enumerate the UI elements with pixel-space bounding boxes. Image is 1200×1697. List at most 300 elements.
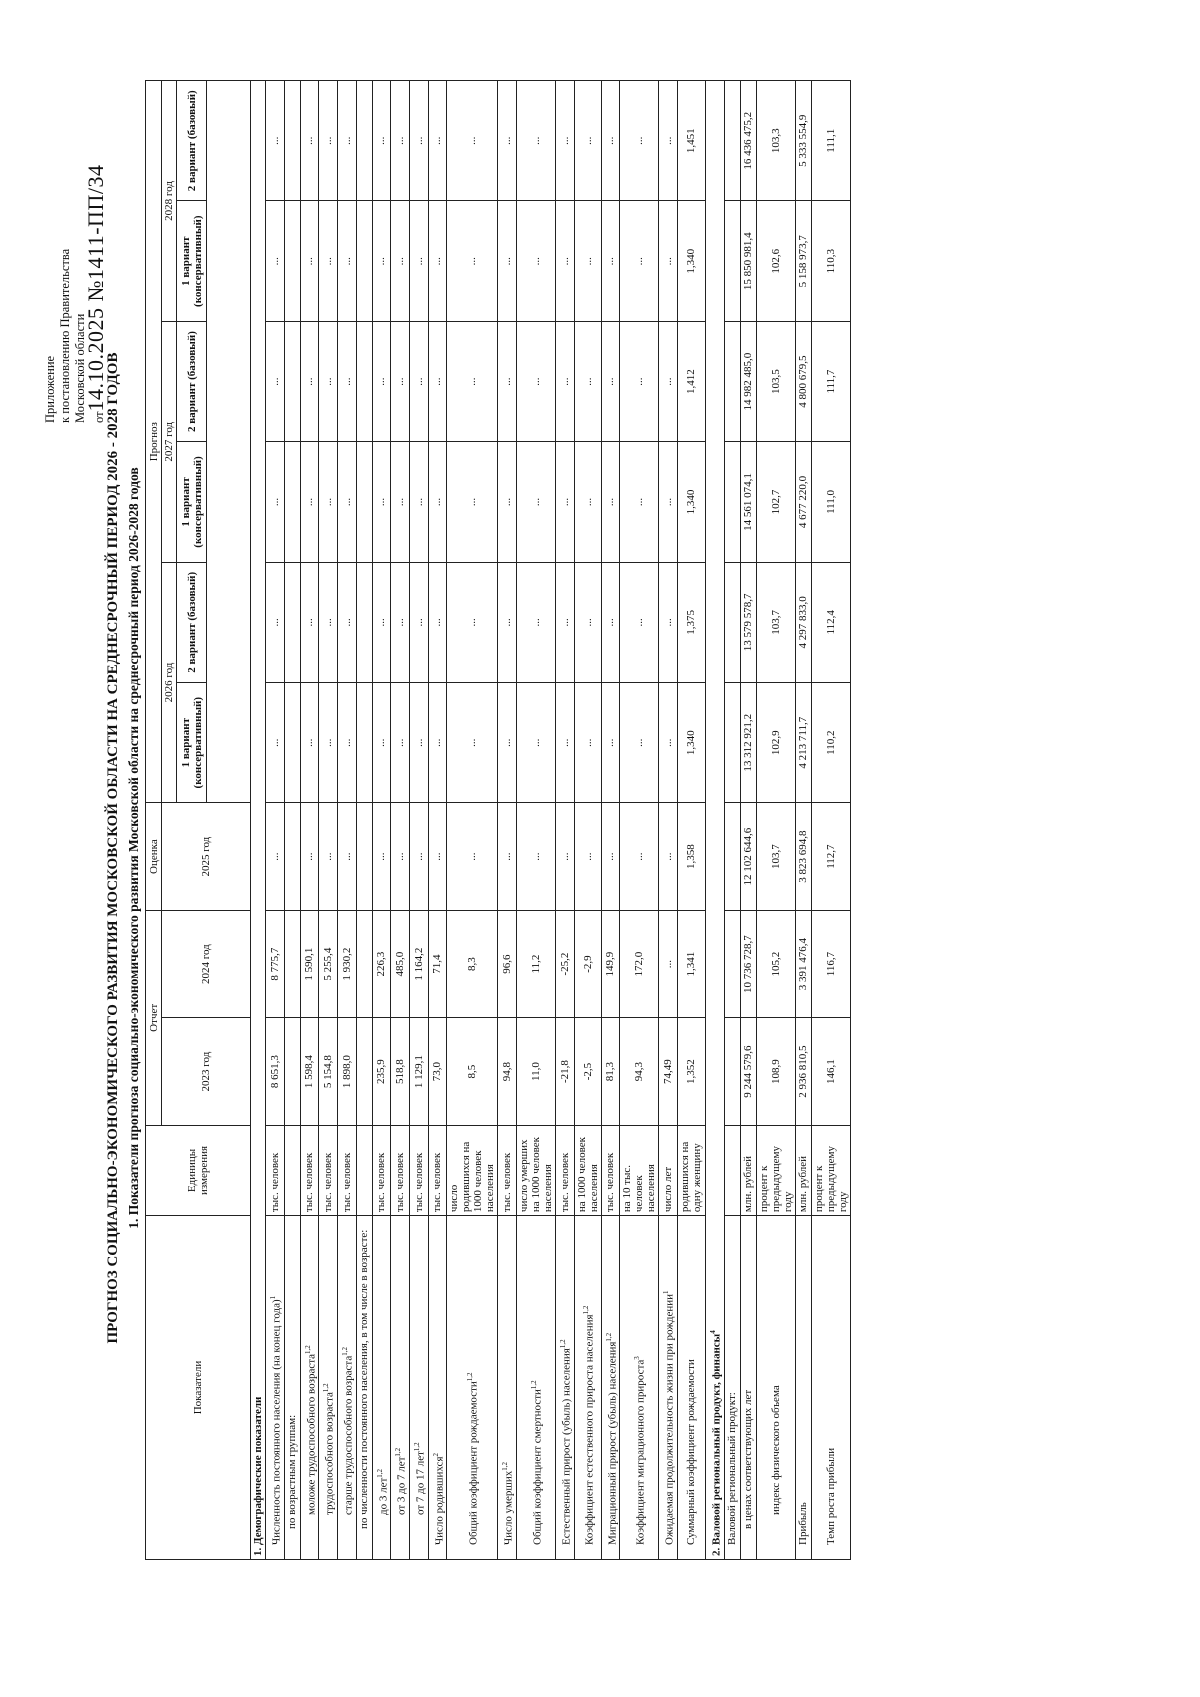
annex-date-number: 14.10.2025 №1411-ПП/34 <box>83 164 108 412</box>
value-cell: 103,7 <box>756 562 795 682</box>
section-row <box>705 81 724 1560</box>
value-cell: ... <box>372 683 391 803</box>
value-cell: 1,451 <box>677 81 705 202</box>
value-cell: ... <box>319 201 338 321</box>
value-cell: 1,340 <box>677 201 705 321</box>
value-cell: ... <box>555 321 574 441</box>
footnote-mark: 1,2 <box>501 1462 510 1471</box>
indicator-label <box>337 1216 356 1560</box>
value-cell: ... <box>601 803 620 910</box>
header-year-2028: 2028 год <box>162 81 177 322</box>
header-estimate: Оценка <box>146 803 162 910</box>
value-cell: ... <box>555 803 574 910</box>
value-cell: ... <box>372 321 391 441</box>
value-cell: ... <box>372 803 391 910</box>
table-row <box>498 81 517 1560</box>
table-row <box>300 81 319 1560</box>
table-row <box>428 81 447 1560</box>
value-cell: ... <box>498 442 517 562</box>
indicator-label <box>574 1216 601 1560</box>
value-cell: ... <box>300 803 319 910</box>
table-row <box>337 81 356 1560</box>
value-cell: -2,9 <box>574 910 601 1017</box>
value-cell: ... <box>428 562 447 682</box>
table-row <box>811 81 850 1560</box>
value-cell: -2,5 <box>574 1018 601 1125</box>
unit-cell <box>724 1125 740 1215</box>
value-cell: ... <box>574 321 601 441</box>
table-row <box>391 81 410 1560</box>
table-row <box>266 81 285 1560</box>
indicator-label-text: моложе трудоспособного возраста <box>305 1353 318 1515</box>
value-cell: 226,3 <box>372 910 391 1017</box>
value-cell: ... <box>337 683 356 803</box>
value-cell: ... <box>319 321 338 441</box>
section-label-text: 2. Валовой региональный продукт, финансы <box>710 1333 723 1556</box>
value-cell: 94,8 <box>498 1018 517 1125</box>
value-cell: 5 333 554,9 <box>795 81 811 202</box>
value-cell: 4 677 220,0 <box>795 442 811 562</box>
table-row <box>555 81 574 1560</box>
value-cell <box>284 442 300 562</box>
section-label <box>251 81 266 1560</box>
unit-cell: тыс. человек <box>601 1125 620 1215</box>
value-cell: 111,1 <box>811 81 850 202</box>
indicator-label <box>319 1216 338 1560</box>
table-row <box>620 81 659 1560</box>
footnote-mark: 1 <box>662 1290 671 1294</box>
indicator-label-text: от 3 до 7 лет <box>395 1456 408 1515</box>
section-label <box>705 81 724 1560</box>
document-subtitle: 1. Показатели прогноза социально-экономического развития Московской области на среднесрочный период 2026-2028 годов <box>126 467 141 1229</box>
table-row <box>601 81 620 1560</box>
table-row <box>447 81 498 1560</box>
value-cell <box>724 321 740 441</box>
indicator-label-text: Прибыль <box>797 1502 810 1545</box>
indicator-label <box>756 1216 795 1560</box>
indicator-label <box>724 1216 740 1560</box>
value-cell: -21,8 <box>555 1018 574 1125</box>
value-cell: 14 982 485,0 <box>740 321 756 441</box>
header-year-2023: 2023 год <box>162 1018 251 1125</box>
value-cell: 8,3 <box>447 910 498 1017</box>
indicator-label <box>284 1216 300 1560</box>
unit-cell: число умерших на 1000 человек населения <box>516 1125 555 1215</box>
indicator-label <box>266 1216 285 1560</box>
header-year-2025: 2025 год <box>162 803 251 910</box>
value-cell: ... <box>659 803 678 910</box>
indicator-label <box>428 1216 447 1560</box>
value-cell: 74,49 <box>659 1018 678 1125</box>
value-cell: ... <box>409 683 428 803</box>
indicator-label <box>795 1216 811 1560</box>
value-cell: ... <box>498 803 517 910</box>
value-cell: 103,3 <box>756 81 795 202</box>
value-cell: ... <box>574 81 601 202</box>
indicator-label-text: трудоспособного возраста <box>323 1392 336 1515</box>
value-cell: ... <box>659 201 678 321</box>
value-cell: ... <box>659 442 678 562</box>
value-cell: 4 297 833,0 <box>795 562 811 682</box>
value-cell: ... <box>337 562 356 682</box>
value-cell: ... <box>516 442 555 562</box>
unit-cell: тыс. человек <box>428 1125 447 1215</box>
value-cell: ... <box>555 81 574 202</box>
indicator-label <box>601 1216 620 1560</box>
value-cell <box>356 201 372 321</box>
value-cell: ... <box>574 442 601 562</box>
value-cell: ... <box>516 321 555 441</box>
value-cell: ... <box>300 562 319 682</box>
footnote-mark: 1,2 <box>558 1339 567 1349</box>
table-row <box>319 81 338 1560</box>
indicator-label-text: Миграционный прирост (убыль) населения <box>606 1341 619 1545</box>
value-cell: 96,6 <box>498 910 517 1017</box>
footnote-mark: 3 <box>633 1356 642 1360</box>
value-cell: 102,7 <box>756 442 795 562</box>
value-cell: 11,2 <box>516 910 555 1017</box>
indicator-label <box>555 1216 574 1560</box>
header-units: Единицы измерения <box>146 1125 251 1215</box>
value-cell: ... <box>447 201 498 321</box>
value-cell: 111,0 <box>811 442 850 562</box>
value-cell: 2 936 810,5 <box>795 1018 811 1125</box>
value-cell: ... <box>659 321 678 441</box>
value-cell <box>724 910 740 1017</box>
value-cell <box>724 683 740 803</box>
value-cell: ... <box>266 803 285 910</box>
indicator-label-text: Общий коэффициент смертности <box>531 1389 544 1545</box>
table-row <box>574 81 601 1560</box>
unit-cell: процент к предыдущему году <box>811 1125 850 1215</box>
value-cell: ... <box>428 442 447 562</box>
header-2027-var2: 2 вариант (базовый) <box>177 321 207 441</box>
value-cell: 1 164,2 <box>409 910 428 1017</box>
value-cell: ... <box>601 201 620 321</box>
value-cell: ... <box>555 562 574 682</box>
value-cell: 15 850 981,4 <box>740 201 756 321</box>
value-cell <box>284 81 300 202</box>
value-cell: ... <box>391 321 410 441</box>
indicator-label-text: Коэффициент миграционного прироста <box>635 1359 648 1545</box>
value-cell: ... <box>300 321 319 441</box>
value-cell: 73,0 <box>428 1018 447 1125</box>
table-row <box>724 81 740 1560</box>
indicator-label <box>516 1216 555 1560</box>
indicator-label <box>659 1216 678 1560</box>
value-cell: 1,341 <box>677 910 705 1017</box>
header-forecast: Прогноз <box>146 81 162 803</box>
table-row <box>356 81 372 1560</box>
value-cell: ... <box>498 683 517 803</box>
value-cell: 1 898,0 <box>337 1018 356 1125</box>
indicator-label <box>300 1216 319 1560</box>
value-cell <box>356 81 372 202</box>
footnote-mark: 1,2 <box>340 1347 349 1356</box>
value-cell: 110,2 <box>811 683 850 803</box>
value-cell: 103,7 <box>756 803 795 910</box>
value-cell: ... <box>555 201 574 321</box>
indicator-label <box>447 1216 498 1560</box>
value-cell: 12 102 644,6 <box>740 803 756 910</box>
table-body <box>251 81 851 1560</box>
value-cell: ... <box>447 803 498 910</box>
indicator-label <box>620 1216 659 1560</box>
footnote-mark: 1,2 <box>394 1447 403 1457</box>
header-year-2027: 2027 год <box>162 321 177 562</box>
value-cell: ... <box>620 683 659 803</box>
unit-cell: тыс. человек <box>391 1125 410 1215</box>
unit-cell: тыс. человек <box>409 1125 428 1215</box>
value-cell: ... <box>266 442 285 562</box>
value-cell <box>284 1018 300 1125</box>
value-cell: ... <box>620 442 659 562</box>
value-cell: 13 312 921,2 <box>740 683 756 803</box>
value-cell: ... <box>409 321 428 441</box>
header-report: Отчет <box>146 910 162 1125</box>
indicator-label <box>409 1216 428 1560</box>
value-cell: ... <box>447 81 498 202</box>
value-cell: ... <box>391 562 410 682</box>
indicator-label-text: Коэффициент естественного прироста населения <box>583 1314 596 1545</box>
value-cell: ... <box>300 81 319 202</box>
annex-line-1: Приложение <box>43 355 57 423</box>
value-cell: 1,340 <box>677 683 705 803</box>
value-cell: 1,412 <box>677 321 705 441</box>
indicator-label-text: от 7 до 17 лет <box>414 1451 427 1515</box>
footnote-mark: 1,2 <box>322 1383 331 1393</box>
unit-cell: тыс. человек <box>372 1125 391 1215</box>
unit-cell: на 10 тыс. человек населения <box>620 1125 659 1215</box>
footnote-mark: 1,2 <box>604 1332 613 1342</box>
value-cell: 81,3 <box>601 1018 620 1125</box>
footnote-mark: 4 <box>708 1330 717 1334</box>
value-cell: ... <box>319 803 338 910</box>
value-cell: ... <box>409 803 428 910</box>
value-cell: 5 154,8 <box>319 1018 338 1125</box>
value-cell <box>356 321 372 441</box>
value-cell: 102,6 <box>756 201 795 321</box>
value-cell: ... <box>409 81 428 202</box>
table-row <box>740 81 756 1560</box>
unit-cell: тыс. человек <box>337 1125 356 1215</box>
unit-cell: родившихся на одну женщину <box>677 1125 705 1215</box>
indicator-label-text: Суммарный коэффициент рождаемости <box>685 1359 698 1545</box>
indicator-label <box>372 1216 391 1560</box>
value-cell: ... <box>428 803 447 910</box>
value-cell: 9 244 579,6 <box>740 1018 756 1125</box>
value-cell: 485,0 <box>391 910 410 1017</box>
table-row <box>284 81 300 1560</box>
value-cell: 1 590,1 <box>300 910 319 1017</box>
value-cell <box>284 683 300 803</box>
value-cell: ... <box>266 81 285 202</box>
value-cell: 1,375 <box>677 562 705 682</box>
value-cell: -25,2 <box>555 910 574 1017</box>
footnote-mark: 1,2 <box>303 1345 312 1354</box>
value-cell: 71,4 <box>428 910 447 1017</box>
value-cell: ... <box>391 201 410 321</box>
value-cell <box>356 442 372 562</box>
indicator-label-text: старше трудоспособного возраста <box>342 1355 355 1515</box>
unit-cell: тыс. человек <box>498 1125 517 1215</box>
value-cell: ... <box>337 321 356 441</box>
footnote-mark: 1,2 <box>581 1305 590 1315</box>
value-cell: ... <box>574 683 601 803</box>
value-cell: 1,340 <box>677 442 705 562</box>
value-cell <box>724 1018 740 1125</box>
value-cell: ... <box>337 81 356 202</box>
value-cell: ... <box>409 201 428 321</box>
indicator-label-text: по возрастным группам: <box>286 1414 299 1529</box>
value-cell: 105,2 <box>756 910 795 1017</box>
value-cell: ... <box>498 562 517 682</box>
value-cell <box>356 1018 372 1125</box>
table-row <box>659 81 678 1560</box>
value-cell: ... <box>601 81 620 202</box>
header-2028-var2: 2 вариант (базовый) <box>177 81 207 202</box>
value-cell: ... <box>620 321 659 441</box>
value-cell: 518,8 <box>391 1018 410 1125</box>
value-cell: 8,5 <box>447 1018 498 1125</box>
value-cell: ... <box>574 201 601 321</box>
header-year-2024: 2024 год <box>162 910 251 1017</box>
value-cell: ... <box>337 803 356 910</box>
unit-cell: процент к предыдущему году <box>756 1125 795 1215</box>
value-cell: 116,7 <box>811 910 850 1017</box>
value-cell: 110,3 <box>811 201 850 321</box>
value-cell: 10 736 728,7 <box>740 910 756 1017</box>
value-cell <box>356 562 372 682</box>
document-title: ПРОГНОЗ СОЦИАЛЬНО-ЭКОНОМИЧЕСКОГО РАЗВИТИЯ МОСКОВСКОЙ ОБЛАСТИ НА СРЕДНЕСРОЧНЫЙ ПЕРИОД 2026 - 2028 ГОДОВ <box>105 352 121 1344</box>
indicator-label <box>811 1216 850 1560</box>
indicator-label <box>498 1216 517 1560</box>
indicator-label-text: Общий коэффициент рождаемости <box>468 1381 481 1545</box>
value-cell: 14 561 074,1 <box>740 442 756 562</box>
value-cell: ... <box>620 201 659 321</box>
indicator-label <box>391 1216 410 1560</box>
header-2028-var1: 1 вариант (консервативный) <box>177 201 207 321</box>
value-cell: ... <box>516 803 555 910</box>
value-cell: ... <box>601 321 620 441</box>
value-cell: ... <box>266 321 285 441</box>
value-cell: ... <box>498 81 517 202</box>
value-cell: 5 158 973,7 <box>795 201 811 321</box>
value-cell: ... <box>574 562 601 682</box>
indicator-label-text: Число умерших <box>502 1470 515 1545</box>
value-cell: ... <box>574 803 601 910</box>
value-cell: 112,7 <box>811 803 850 910</box>
header-year-2026: 2026 год <box>162 562 177 803</box>
value-cell <box>724 442 740 562</box>
value-cell: ... <box>391 442 410 562</box>
rotated-page <box>25 48 1155 1648</box>
value-cell: ... <box>659 683 678 803</box>
value-cell: 8 775,7 <box>266 910 285 1017</box>
indicator-label-text: индекс физического объема <box>769 1385 782 1515</box>
value-cell: ... <box>447 321 498 441</box>
value-cell: 4 213 711,7 <box>795 683 811 803</box>
value-cell: ... <box>447 442 498 562</box>
value-cell: ... <box>409 442 428 562</box>
value-cell <box>284 910 300 1017</box>
value-cell: ... <box>391 81 410 202</box>
annex-line-2: к постановлению Правительства <box>58 248 72 423</box>
unit-cell: на 1000 человек населения <box>574 1125 601 1215</box>
indicator-label-text: Естественный прирост (убыль) населения <box>560 1348 573 1545</box>
value-cell <box>356 910 372 1017</box>
value-cell: ... <box>319 562 338 682</box>
unit-cell: число лет <box>659 1125 678 1215</box>
value-cell: 1 930,2 <box>337 910 356 1017</box>
value-cell <box>724 803 740 910</box>
header-2027-var1: 1 вариант (консервативный) <box>177 442 207 562</box>
indicator-label-text: до 3 лет <box>377 1477 390 1515</box>
indicator-label <box>356 1216 372 1560</box>
value-cell: ... <box>391 803 410 910</box>
value-cell: ... <box>372 562 391 682</box>
value-cell <box>284 803 300 910</box>
value-cell: ... <box>601 562 620 682</box>
value-cell: 235,9 <box>372 1018 391 1125</box>
indicator-label-text: Численность постоянного населения (на конец года) <box>270 1299 283 1545</box>
value-cell <box>284 321 300 441</box>
value-cell: 172,0 <box>620 910 659 1017</box>
header-spacer <box>207 81 251 803</box>
value-cell: ... <box>391 683 410 803</box>
value-cell: ... <box>319 683 338 803</box>
unit-cell: млн. рублей <box>795 1125 811 1215</box>
indicator-label <box>677 1216 705 1560</box>
value-cell: ... <box>300 442 319 562</box>
value-cell: ... <box>409 562 428 682</box>
value-cell: ... <box>620 803 659 910</box>
table-row <box>409 81 428 1560</box>
unit-cell: тыс. человек <box>555 1125 574 1215</box>
value-cell <box>356 683 372 803</box>
annex-line-3: Московской области <box>73 313 87 423</box>
value-cell: ... <box>659 910 678 1017</box>
unit-cell: тыс. человек <box>319 1125 338 1215</box>
unit-cell: млн. рублей <box>740 1125 756 1215</box>
table-row <box>756 81 795 1560</box>
value-cell: 111,7 <box>811 321 850 441</box>
value-cell: ... <box>555 442 574 562</box>
indicator-label-text: по численности постоянного населения, в том числе в возрасте: <box>358 1229 371 1529</box>
value-cell: ... <box>319 442 338 562</box>
value-cell: ... <box>300 683 319 803</box>
indicator-label-text: Число родившихся <box>433 1456 446 1545</box>
value-cell: 3 391 476,4 <box>795 910 811 1017</box>
annex-block <box>43 93 107 423</box>
value-cell: 94,3 <box>620 1018 659 1125</box>
value-cell: 16 436 475,2 <box>740 81 756 202</box>
value-cell: ... <box>372 201 391 321</box>
value-cell: ... <box>659 81 678 202</box>
value-cell: ... <box>447 562 498 682</box>
header-2026-var2: 2 вариант (базовый) <box>177 562 207 682</box>
value-cell: ... <box>516 683 555 803</box>
value-cell: 3 823 694,8 <box>795 803 811 910</box>
value-cell: 4 800 679,5 <box>795 321 811 441</box>
value-cell: ... <box>300 201 319 321</box>
footnote-mark: 2 <box>431 1453 440 1457</box>
value-cell <box>356 803 372 910</box>
value-cell: ... <box>601 683 620 803</box>
value-cell: ... <box>601 442 620 562</box>
table-row <box>795 81 811 1560</box>
value-cell <box>724 562 740 682</box>
